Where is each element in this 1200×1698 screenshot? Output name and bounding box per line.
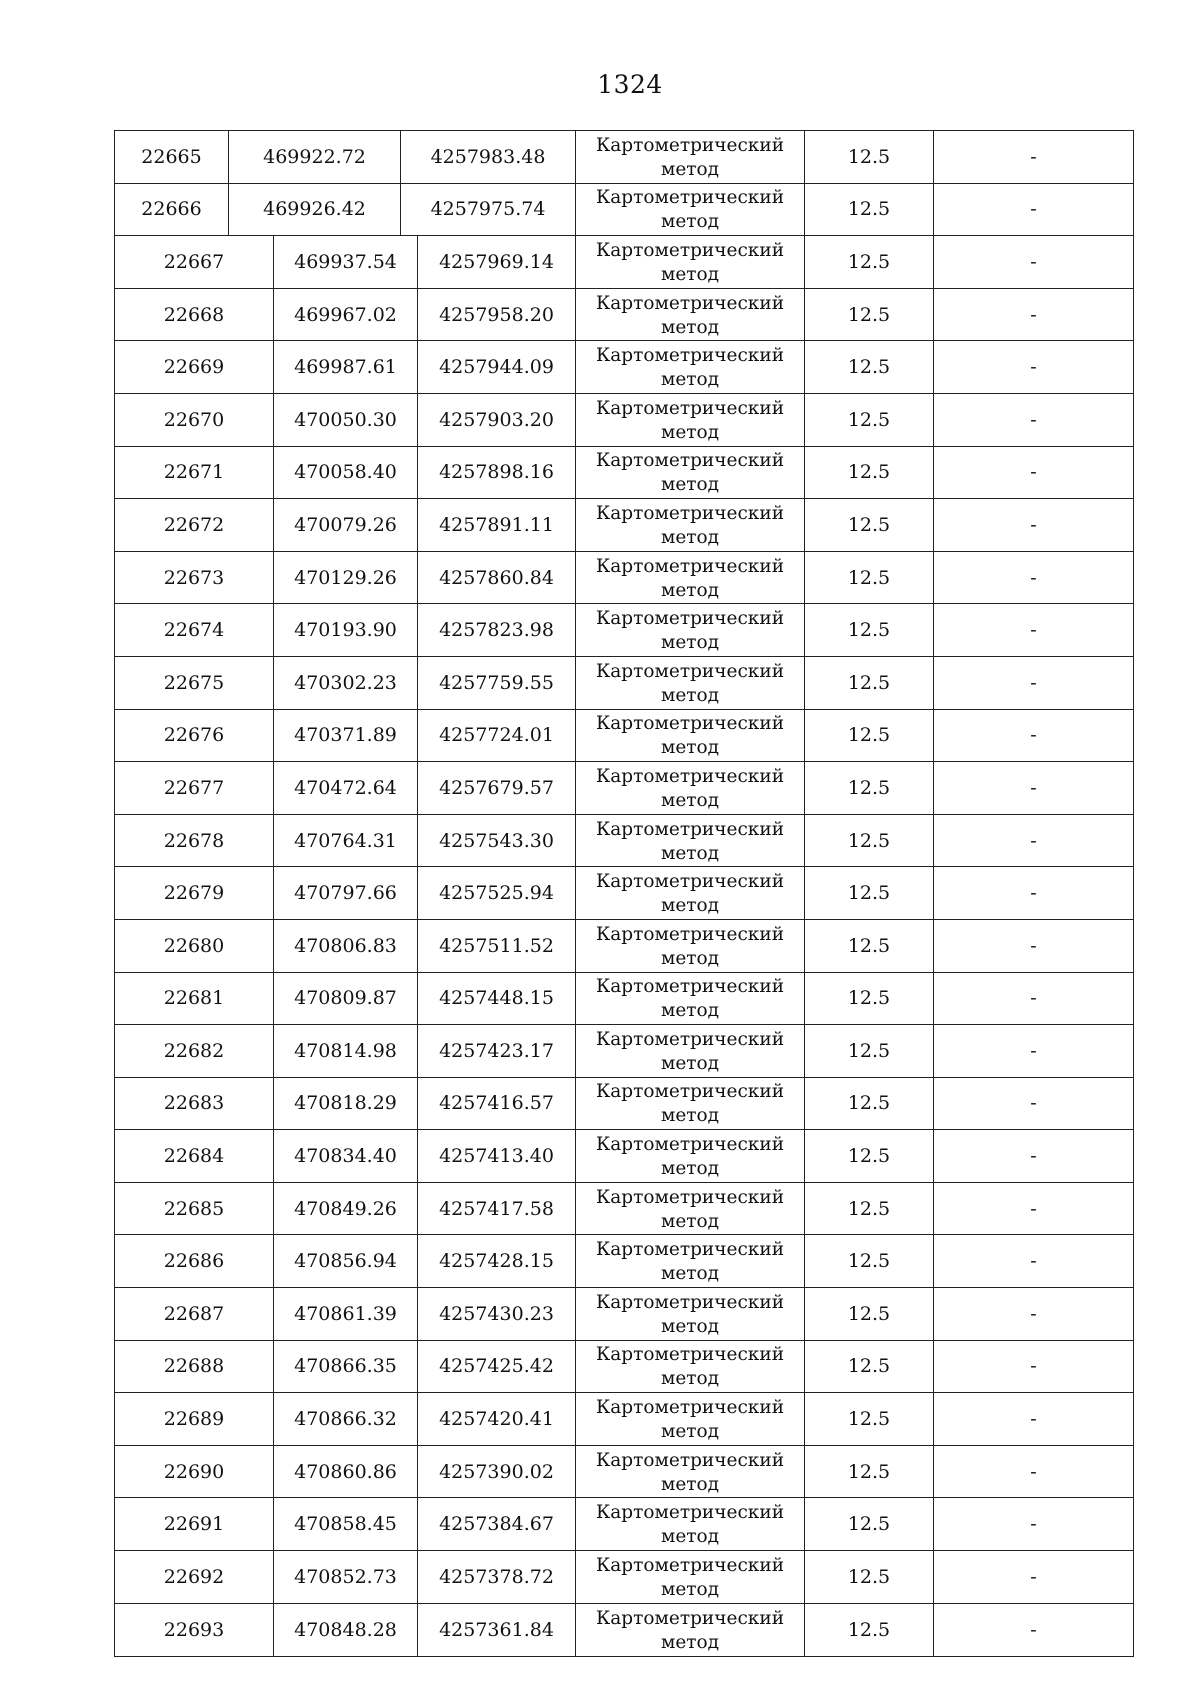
table-row: [114, 131, 1134, 184]
point-id-cell: 22671: [114, 447, 273, 499]
method-line-2: метод: [660, 369, 720, 391]
point-id-cell: 22677: [114, 762, 273, 814]
y-coordinate-cell: 4257423.17: [417, 1025, 575, 1077]
x-coordinate-cell: 470852.73: [273, 1551, 417, 1603]
description-cell: -: [933, 1498, 1134, 1550]
table-row: [114, 710, 1134, 763]
table-row: [114, 447, 1134, 500]
method-cell: [575, 289, 804, 341]
y-coordinate-cell: 4257958.20: [417, 289, 575, 341]
description-cell: -: [933, 1025, 1134, 1077]
method-line-2: метод: [660, 1000, 720, 1022]
method-line-1: Картометрический: [595, 1449, 785, 1471]
method-cell: [575, 1604, 804, 1657]
y-coordinate-cell: 4257390.02: [417, 1446, 575, 1498]
description-cell: -: [933, 1551, 1134, 1603]
method-line-2: метод: [660, 1368, 720, 1390]
method-line-2: метод: [660, 316, 720, 338]
table-row: [114, 867, 1134, 920]
method-line-1: Картометрический: [595, 134, 785, 156]
method-line-2: метод: [660, 579, 720, 601]
method-cell: [575, 447, 804, 499]
table-row: [114, 604, 1134, 657]
table-row: [114, 1235, 1134, 1288]
method-line-1: Картометрический: [595, 1554, 785, 1576]
method-line-2: метод: [660, 1210, 720, 1232]
description-cell: -: [933, 867, 1134, 919]
x-coordinate-cell: 470866.35: [273, 1341, 417, 1393]
point-id-cell: 22688: [114, 1341, 273, 1393]
accuracy-value-cell: 12.5: [804, 710, 933, 762]
method-line-1: Картометрический: [595, 660, 785, 682]
accuracy-value-cell: 12.5: [804, 973, 933, 1025]
point-id-cell: 22685: [114, 1183, 273, 1235]
x-coordinate-cell: 470861.39: [273, 1288, 417, 1340]
description-cell: -: [933, 499, 1134, 551]
x-coordinate-cell: 470764.31: [273, 815, 417, 867]
y-coordinate-cell: 4257823.98: [417, 604, 575, 656]
x-coordinate-cell: 470129.26: [273, 552, 417, 604]
description-cell: -: [933, 341, 1134, 393]
accuracy-value-cell: 12.5: [804, 920, 933, 972]
method-line-2: метод: [660, 158, 720, 180]
point-id-cell: 22676: [114, 710, 273, 762]
accuracy-value-cell: 12.5: [804, 657, 933, 709]
description-cell: -: [933, 1341, 1134, 1393]
point-id-cell: 22672: [114, 499, 273, 551]
x-coordinate-cell: 469926.42: [228, 184, 400, 236]
table-row: [114, 341, 1134, 394]
accuracy-value-cell: 12.5: [804, 815, 933, 867]
accuracy-value-cell: 12.5: [804, 131, 933, 183]
x-coordinate-cell: 470866.32: [273, 1393, 417, 1445]
x-coordinate-cell: 470058.40: [273, 447, 417, 499]
y-coordinate-cell: 4257413.40: [417, 1130, 575, 1182]
table-row: [114, 289, 1134, 342]
accuracy-value-cell: 12.5: [804, 184, 933, 236]
y-coordinate-cell: 4257384.67: [417, 1498, 575, 1550]
description-cell: -: [933, 604, 1134, 656]
table-row: [114, 1288, 1134, 1341]
method-cell: [575, 1393, 804, 1445]
x-coordinate-cell: 470856.94: [273, 1235, 417, 1287]
x-coordinate-cell: 470818.29: [273, 1078, 417, 1130]
accuracy-value-cell: 12.5: [804, 236, 933, 288]
method-line-2: метод: [660, 474, 720, 496]
description-cell: -: [933, 657, 1134, 709]
point-id-cell: 22665: [114, 131, 228, 183]
page-number: 1324: [597, 70, 663, 99]
accuracy-value-cell: 12.5: [804, 1341, 933, 1393]
y-coordinate-cell: 4257898.16: [417, 447, 575, 499]
method-line-1: Картометрический: [595, 608, 785, 630]
method-cell: [575, 341, 804, 393]
table-row: [114, 1078, 1134, 1131]
accuracy-value-cell: 12.5: [804, 1183, 933, 1235]
y-coordinate-cell: 4257511.52: [417, 920, 575, 972]
x-coordinate-cell: 470849.26: [273, 1183, 417, 1235]
method-line-2: метод: [660, 263, 720, 285]
point-id-cell: 22684: [114, 1130, 273, 1182]
point-id-cell: 22686: [114, 1235, 273, 1287]
point-id-cell: 22675: [114, 657, 273, 709]
method-line-2: метод: [660, 1421, 720, 1443]
point-id-cell: 22680: [114, 920, 273, 972]
method-line-2: метод: [660, 947, 720, 969]
accuracy-value-cell: 12.5: [804, 1078, 933, 1130]
method-line-1: Картометрический: [595, 765, 785, 787]
method-line-1: Картометрический: [595, 1186, 785, 1208]
description-cell: -: [933, 762, 1134, 814]
point-id-cell: 22668: [114, 289, 273, 341]
table-row: [114, 499, 1134, 552]
point-id-cell: 22673: [114, 552, 273, 604]
method-line-1: Картометрический: [595, 345, 785, 367]
description-cell: -: [933, 131, 1134, 183]
y-coordinate-cell: 4257525.94: [417, 867, 575, 919]
x-coordinate-cell: 470193.90: [273, 604, 417, 656]
method-line-1: Картометрический: [595, 1502, 785, 1524]
point-id-cell: 22692: [114, 1551, 273, 1603]
point-id-cell: 22670: [114, 394, 273, 446]
y-coordinate-cell: 4257361.84: [417, 1604, 575, 1657]
method-line-1: Картометрический: [595, 976, 785, 998]
point-id-cell: 22683: [114, 1078, 273, 1130]
description-cell: -: [933, 1604, 1134, 1657]
method-line-2: метод: [660, 737, 720, 759]
method-cell: [575, 762, 804, 814]
table-row: [114, 1025, 1134, 1078]
method-line-1: Картометрический: [595, 1397, 785, 1419]
x-coordinate-cell: 470809.87: [273, 973, 417, 1025]
table-row: [114, 657, 1134, 710]
method-line-1: Картометрический: [595, 187, 785, 209]
point-id-cell: 22690: [114, 1446, 273, 1498]
x-coordinate-cell: 469967.02: [273, 289, 417, 341]
method-cell: [575, 973, 804, 1025]
y-coordinate-cell: 4257944.09: [417, 341, 575, 393]
description-cell: -: [933, 289, 1134, 341]
accuracy-value-cell: 12.5: [804, 1393, 933, 1445]
description-cell: -: [933, 447, 1134, 499]
y-coordinate-cell: 4257903.20: [417, 394, 575, 446]
accuracy-value-cell: 12.5: [804, 552, 933, 604]
method-line-1: Картометрический: [595, 1134, 785, 1156]
x-coordinate-cell: 470806.83: [273, 920, 417, 972]
method-cell: [575, 552, 804, 604]
y-coordinate-cell: 4257428.15: [417, 1235, 575, 1287]
description-cell: -: [933, 973, 1134, 1025]
y-coordinate-cell: 4257448.15: [417, 973, 575, 1025]
method-line-2: метод: [660, 421, 720, 443]
method-line-1: Картометрический: [595, 871, 785, 893]
method-cell: [575, 710, 804, 762]
accuracy-value-cell: 12.5: [804, 1604, 933, 1657]
method-line-1: Картометрический: [595, 713, 785, 735]
method-line-2: метод: [660, 1631, 720, 1653]
x-coordinate-cell: 469937.54: [273, 236, 417, 288]
y-coordinate-cell: 4257969.14: [417, 236, 575, 288]
method-cell: [575, 1025, 804, 1077]
table-row: [114, 1446, 1134, 1499]
x-coordinate-cell: 470371.89: [273, 710, 417, 762]
point-id-cell: 22689: [114, 1393, 273, 1445]
point-id-cell: 22679: [114, 867, 273, 919]
method-line-1: Картометрический: [595, 1607, 785, 1629]
x-coordinate-cell: 470834.40: [273, 1130, 417, 1182]
method-line-1: Картометрический: [595, 239, 785, 261]
method-cell: [575, 1235, 804, 1287]
method-cell: [575, 1183, 804, 1235]
accuracy-value-cell: 12.5: [804, 1235, 933, 1287]
method-cell: [575, 1498, 804, 1550]
method-cell: [575, 1446, 804, 1498]
method-line-1: Картометрический: [595, 1028, 785, 1050]
accuracy-value-cell: 12.5: [804, 1130, 933, 1182]
y-coordinate-cell: 4257860.84: [417, 552, 575, 604]
y-coordinate-cell: 4257759.55: [417, 657, 575, 709]
x-coordinate-cell: 470848.28: [273, 1604, 417, 1657]
description-cell: -: [933, 815, 1134, 867]
method-cell: [575, 657, 804, 709]
method-line-2: метод: [660, 895, 720, 917]
method-line-1: Картометрический: [595, 292, 785, 314]
description-cell: -: [933, 394, 1134, 446]
y-coordinate-cell: 4257983.48: [400, 131, 575, 183]
point-id-cell: 22678: [114, 815, 273, 867]
method-line-2: метод: [660, 789, 720, 811]
description-cell: -: [933, 184, 1134, 236]
table-row: [114, 815, 1134, 868]
description-cell: -: [933, 1393, 1134, 1445]
method-line-1: Картометрический: [595, 1344, 785, 1366]
method-line-2: метод: [660, 1158, 720, 1180]
x-coordinate-cell: 470814.98: [273, 1025, 417, 1077]
description-cell: -: [933, 1130, 1134, 1182]
x-coordinate-cell: 470079.26: [273, 499, 417, 551]
point-id-cell: 22667: [114, 236, 273, 288]
method-line-2: метод: [660, 842, 720, 864]
accuracy-value-cell: 12.5: [804, 1446, 933, 1498]
point-id-cell: 22666: [114, 184, 228, 236]
method-line-2: метод: [660, 1263, 720, 1285]
y-coordinate-cell: 4257420.41: [417, 1393, 575, 1445]
y-coordinate-cell: 4257416.57: [417, 1078, 575, 1130]
method-line-2: метод: [660, 1315, 720, 1337]
table-row: [114, 1183, 1134, 1236]
table-row: [114, 1130, 1134, 1183]
y-coordinate-cell: 4257975.74: [400, 184, 575, 236]
method-line-1: Картометрический: [595, 397, 785, 419]
description-cell: -: [933, 1183, 1134, 1235]
x-coordinate-cell: 470860.86: [273, 1446, 417, 1498]
point-id-cell: 22682: [114, 1025, 273, 1077]
method-line-2: метод: [660, 1052, 720, 1074]
method-line-1: Картометрический: [595, 502, 785, 524]
method-line-2: метод: [660, 1578, 720, 1600]
table-row: [114, 1341, 1134, 1394]
method-line-2: метод: [660, 632, 720, 654]
method-line-2: метод: [660, 1473, 720, 1495]
method-cell: [575, 1288, 804, 1340]
table-row: [114, 394, 1134, 447]
method-line-1: Картометрический: [595, 450, 785, 472]
method-cell: [575, 394, 804, 446]
x-coordinate-cell: 470302.23: [273, 657, 417, 709]
method-cell: [575, 815, 804, 867]
method-cell: [575, 1078, 804, 1130]
accuracy-value-cell: 12.5: [804, 1498, 933, 1550]
accuracy-value-cell: 12.5: [804, 604, 933, 656]
method-cell: [575, 920, 804, 972]
x-coordinate-cell: 470472.64: [273, 762, 417, 814]
accuracy-value-cell: 12.5: [804, 1551, 933, 1603]
y-coordinate-cell: 4257679.57: [417, 762, 575, 814]
x-coordinate-cell: 470858.45: [273, 1498, 417, 1550]
accuracy-value-cell: 12.5: [804, 762, 933, 814]
table-row: [114, 1393, 1134, 1446]
description-cell: -: [933, 1288, 1134, 1340]
method-cell: [575, 184, 804, 236]
method-cell: [575, 236, 804, 288]
method-line-1: Картометрический: [595, 923, 785, 945]
method-cell: [575, 131, 804, 183]
accuracy-value-cell: 12.5: [804, 289, 933, 341]
coordinates-table: [114, 130, 1134, 1657]
table-row: [114, 552, 1134, 605]
description-cell: -: [933, 552, 1134, 604]
accuracy-value-cell: 12.5: [804, 1025, 933, 1077]
method-line-1: Картометрический: [595, 1291, 785, 1313]
table-row: [114, 236, 1134, 289]
description-cell: -: [933, 710, 1134, 762]
y-coordinate-cell: 4257724.01: [417, 710, 575, 762]
table-row: [114, 920, 1134, 973]
method-line-2: метод: [660, 684, 720, 706]
x-coordinate-cell: 470050.30: [273, 394, 417, 446]
x-coordinate-cell: 469922.72: [228, 131, 400, 183]
accuracy-value-cell: 12.5: [804, 1288, 933, 1340]
accuracy-value-cell: 12.5: [804, 394, 933, 446]
description-cell: -: [933, 1078, 1134, 1130]
y-coordinate-cell: 4257378.72: [417, 1551, 575, 1603]
method-cell: [575, 499, 804, 551]
table-row: [114, 1551, 1134, 1604]
y-coordinate-cell: 4257543.30: [417, 815, 575, 867]
method-line-1: Картометрический: [595, 818, 785, 840]
point-id-cell: 22669: [114, 341, 273, 393]
y-coordinate-cell: 4257430.23: [417, 1288, 575, 1340]
method-line-2: метод: [660, 1526, 720, 1548]
method-line-2: метод: [660, 211, 720, 233]
accuracy-value-cell: 12.5: [804, 867, 933, 919]
point-id-cell: 22693: [114, 1604, 273, 1657]
accuracy-value-cell: 12.5: [804, 499, 933, 551]
method-cell: [575, 1130, 804, 1182]
point-id-cell: 22681: [114, 973, 273, 1025]
point-id-cell: 22674: [114, 604, 273, 656]
x-coordinate-cell: 469987.61: [273, 341, 417, 393]
method-cell: [575, 1341, 804, 1393]
x-coordinate-cell: 470797.66: [273, 867, 417, 919]
y-coordinate-cell: 4257891.11: [417, 499, 575, 551]
method-cell: [575, 1551, 804, 1603]
accuracy-value-cell: 12.5: [804, 447, 933, 499]
method-line-1: Картометрический: [595, 1081, 785, 1103]
method-cell: [575, 867, 804, 919]
description-cell: -: [933, 236, 1134, 288]
method-line-2: метод: [660, 1105, 720, 1127]
table-row: [114, 762, 1134, 815]
table-row: [114, 1604, 1134, 1657]
method-line-1: Картометрический: [595, 555, 785, 577]
point-id-cell: 22691: [114, 1498, 273, 1550]
table-row: [114, 184, 1134, 237]
point-id-cell: 22687: [114, 1288, 273, 1340]
method-line-2: метод: [660, 526, 720, 548]
y-coordinate-cell: 4257417.58: [417, 1183, 575, 1235]
description-cell: -: [933, 1235, 1134, 1287]
y-coordinate-cell: 4257425.42: [417, 1341, 575, 1393]
method-cell: [575, 604, 804, 656]
description-cell: -: [933, 1446, 1134, 1498]
description-cell: -: [933, 920, 1134, 972]
table-row: [114, 973, 1134, 1026]
accuracy-value-cell: 12.5: [804, 341, 933, 393]
table-row: [114, 1498, 1134, 1551]
method-line-1: Картометрический: [595, 1239, 785, 1261]
